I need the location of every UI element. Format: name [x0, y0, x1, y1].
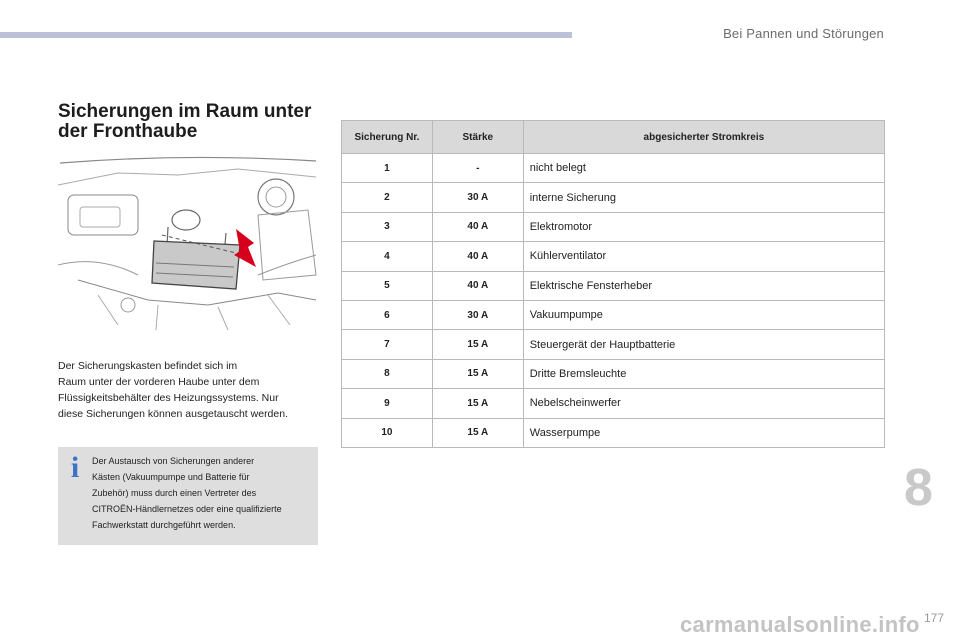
- description-line: Der Sicherungskasten befindet sich im: [58, 360, 238, 372]
- fuse-number-cell: 5: [342, 271, 433, 300]
- info-icon: i: [70, 451, 80, 484]
- fuse-circuit-cell: nicht belegt: [523, 154, 884, 183]
- description-line: diese Sicherungen können ausgetauscht werden.: [58, 408, 288, 420]
- fuse-circuit-cell: Elektromotor: [523, 212, 884, 241]
- fuse-rating-cell: 15 A: [432, 389, 523, 418]
- fuse-rating-cell: 30 A: [432, 183, 523, 212]
- fuse-circuit-cell: Vakuumpumpe: [523, 300, 884, 329]
- info-note-line: CITROËN-Händlernetzes oder eine qualifizierte: [92, 504, 282, 514]
- info-note-line: Fachwerkstatt durchgeführt werden.: [92, 520, 236, 530]
- table-header-row: [342, 121, 885, 154]
- fuse-number-cell: 7: [342, 330, 433, 359]
- fuse-number-cell: 10: [342, 418, 433, 447]
- table-row: [342, 183, 885, 212]
- table-row: [342, 212, 885, 241]
- fuse-rating-cell: 15 A: [432, 359, 523, 388]
- column-header-circuit: abgesicherter Stromkreis: [523, 121, 884, 154]
- table-row: [342, 418, 885, 447]
- table-row: [342, 271, 885, 300]
- fuse-circuit-cell: Dritte Bremsleuchte: [523, 359, 884, 388]
- page-title: [58, 102, 328, 142]
- page-title-line-1: Sicherungen im Raum unter: [58, 101, 312, 122]
- page-title-line-2: der Fronthaube: [58, 121, 198, 142]
- table-row: [342, 154, 885, 183]
- chapter-number: 8: [904, 459, 933, 517]
- description-text: [58, 358, 320, 422]
- fuse-number-cell: 1: [342, 154, 433, 183]
- fuse-number-cell: 2: [342, 183, 433, 212]
- column-header-rating: Stärke: [432, 121, 523, 154]
- column-header-fuse-number: Sicherung Nr.: [342, 121, 433, 154]
- description-line: Flüssigkeitsbehälter des Heizungssystems. Nur: [58, 392, 279, 404]
- info-note-line: Der Austausch von Sicherungen anderer: [92, 456, 255, 466]
- fuse-rating-cell: 15 A: [432, 330, 523, 359]
- engine-bay-illustration: [58, 155, 318, 330]
- watermark: carmanualsonline.info: [680, 612, 920, 637]
- info-note-text: [92, 453, 312, 533]
- info-note-box: [58, 447, 318, 545]
- table-row: [342, 300, 885, 329]
- info-note-line: Zubehör) muss durch einen Vertreter des: [92, 488, 257, 498]
- fuse-number-cell: 3: [342, 212, 433, 241]
- info-note-line: Kästen (Vakuumpumpe und Batterie für: [92, 472, 250, 482]
- fuse-table: [341, 120, 885, 448]
- fuse-number-cell: 9: [342, 389, 433, 418]
- fuse-number-cell: 4: [342, 242, 433, 271]
- fuse-circuit-cell: Wasserpumpe: [523, 418, 884, 447]
- fuse-rating-cell: 40 A: [432, 271, 523, 300]
- section-header: Bei Pannen und Störungen: [723, 26, 884, 41]
- description-line: Raum unter der vorderen Haube unter dem: [58, 376, 260, 388]
- fuse-number-cell: 8: [342, 359, 433, 388]
- table-row: [342, 359, 885, 388]
- page-number: 177: [923, 611, 944, 625]
- fuse-rating-cell: -: [432, 154, 523, 183]
- fuse-circuit-cell: interne Sicherung: [523, 183, 884, 212]
- table-row: [342, 389, 885, 418]
- fuse-rating-cell: 15 A: [432, 418, 523, 447]
- fuse-circuit-cell: Nebelscheinwerfer: [523, 389, 884, 418]
- table-row: [342, 330, 885, 359]
- top-accent-bar: [0, 32, 572, 38]
- fuse-rating-cell: 30 A: [432, 300, 523, 329]
- fuse-circuit-cell: Kühlerventilator: [523, 242, 884, 271]
- fuse-rating-cell: 40 A: [432, 242, 523, 271]
- fuse-circuit-cell: Steuergerät der Hauptbatterie: [523, 330, 884, 359]
- fuse-circuit-cell: Elektrische Fensterheber: [523, 271, 884, 300]
- fuse-number-cell: 6: [342, 300, 433, 329]
- table-row: [342, 242, 885, 271]
- fuse-rating-cell: 40 A: [432, 212, 523, 241]
